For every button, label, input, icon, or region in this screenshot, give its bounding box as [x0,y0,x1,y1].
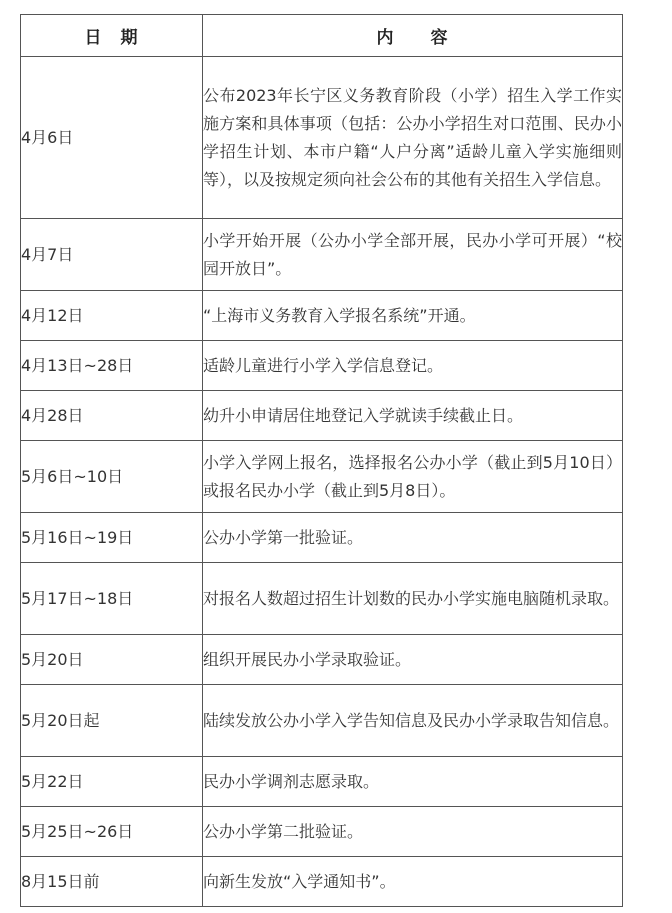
row-content: 组织开展民办小学录取验证。 [203,635,623,685]
table-header-row [21,15,623,57]
row-date: 5月6日~10日 [21,441,203,513]
table-row [21,219,623,291]
row-content: 民办小学调剂志愿录取。 [203,757,623,807]
table-row [21,857,623,907]
row-date: 5月20日起 [21,685,203,757]
header-date: 日 期 [21,15,203,57]
header-content: 内 容 [203,15,623,57]
row-date: 4月7日 [21,219,203,291]
row-content: 小学入学网上报名，选择报名公办小学（截止到5月10日）或报名民办小学（截止到5月8日）。 [203,441,623,513]
row-content: 公办小学第一批验证。 [203,513,623,563]
enrollment-schedule-table [20,14,623,907]
row-date: 5月22日 [21,757,203,807]
table-row [21,563,623,635]
row-content: 幼升小申请居住地登记入学就读手续截止日。 [203,391,623,441]
table-row [21,635,623,685]
row-date: 5月25日~26日 [21,807,203,857]
row-date: 4月13日~28日 [21,341,203,391]
row-content: “上海市义务教育入学报名系统”开通。 [203,291,623,341]
table-row [21,57,623,219]
table-row [21,441,623,513]
row-content: 陆续发放公办小学入学告知信息及民办小学录取告知信息。 [203,685,623,757]
table-row [21,757,623,807]
table-row [21,391,623,441]
row-content: 公布2023年长宁区义务教育阶段（小学）招生入学工作实施方案和具体事项（包括：公办小学招生对口范围、民办小学招生计划、本市户籍“人户分离”适龄儿童入学实施细则等），以及按规定须向社会公布的其他有关招生入学信息。 [203,57,623,219]
row-date: 4月12日 [21,291,203,341]
row-content: 小学开始开展（公办小学全部开展，民办小学可开展）“校园开放日”。 [203,219,623,291]
row-date: 5月20日 [21,635,203,685]
row-date: 5月16日~19日 [21,513,203,563]
table-row [21,807,623,857]
table-row [21,291,623,341]
row-content: 向新生发放“入学通知书”。 [203,857,623,907]
row-date: 5月17日~18日 [21,563,203,635]
table-row [21,341,623,391]
row-date: 4月6日 [21,57,203,219]
row-date: 8月15日前 [21,857,203,907]
row-content: 对报名人数超过招生计划数的民办小学实施电脑随机录取。 [203,563,623,635]
table-row [21,513,623,563]
row-content: 适龄儿童进行小学入学信息登记。 [203,341,623,391]
row-content: 公办小学第二批验证。 [203,807,623,857]
row-date: 4月28日 [21,391,203,441]
table-row [21,685,623,757]
